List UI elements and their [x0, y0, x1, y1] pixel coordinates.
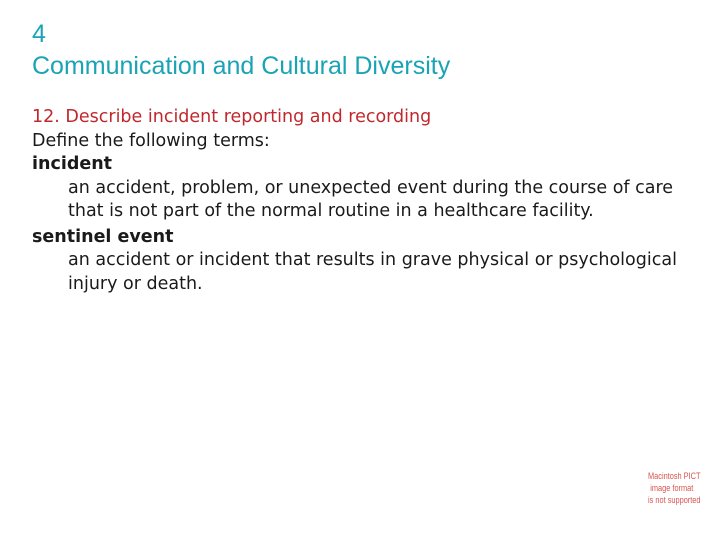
slide-title — [32, 18, 692, 82]
chapter-title: Communication and Cultural Diversity — [32, 52, 451, 80]
unsupported-image-placeholder — [648, 470, 701, 506]
learning-objective: 12. Describe incident reporting and recording — [32, 107, 432, 127]
chapter-number: 4 — [32, 20, 46, 48]
placeholder-line-3: is not supported — [648, 495, 701, 505]
definition-sentinel-event: an accident or incident that results in grave physical or psychological injury or death. — [68, 250, 677, 294]
intro-text: Define the following terms: — [32, 130, 270, 151]
placeholder-line-1: Macintosh PICT — [648, 471, 701, 481]
definition-incident: an accident, problem, or unexpected event during the course of care that is not part of the normal routine in a healthcare facility. — [68, 177, 674, 221]
term-sentinel-event: sentinel event — [32, 226, 174, 247]
placeholder-line-2: image format — [650, 483, 694, 493]
slide-body — [32, 106, 692, 298]
term-incident: incident — [32, 154, 113, 174]
